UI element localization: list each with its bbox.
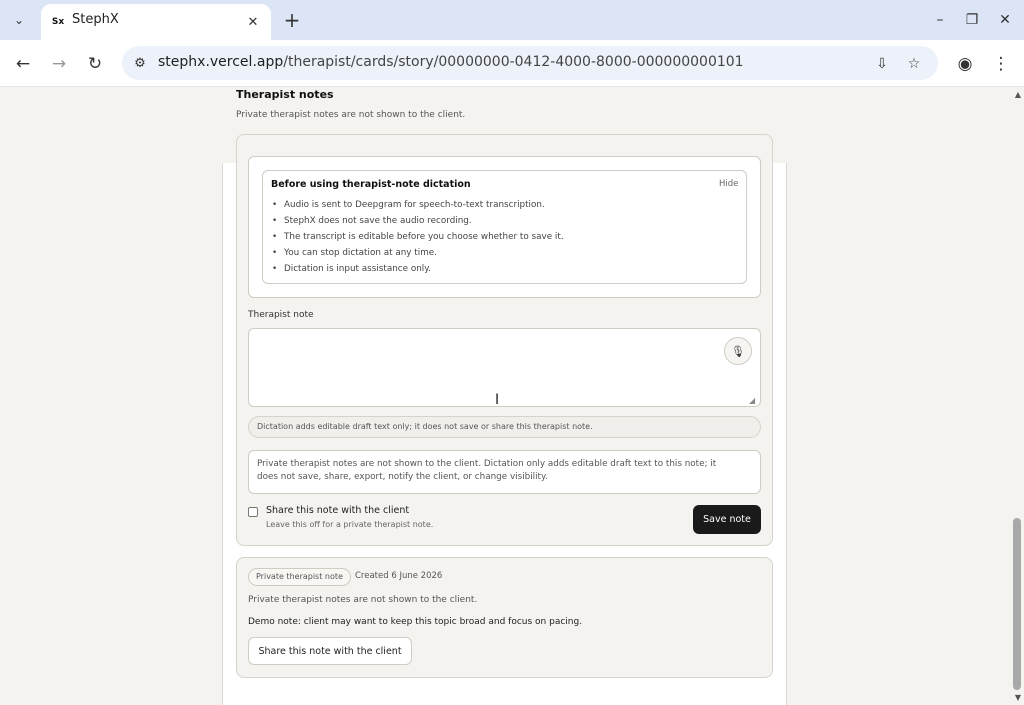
profile-icon[interactable]: ◉ — [957, 54, 973, 74]
share-with-client-button[interactable]: Share this note with the client — [248, 637, 412, 665]
reload-icon[interactable]: ↻ — [87, 54, 103, 74]
privacy-notice-line: Private therapist notes are not shown to the client. Dictation only adds editable draft text to this note; it — [257, 459, 717, 469]
stephx-favicon-icon: Sx — [51, 17, 65, 27]
saved-note-privacy: Private therapist notes are not shown to the client. — [248, 595, 478, 605]
list-item: • The transcript is editable before you choose whether to save it. — [272, 229, 564, 245]
list-item: • Dictation is input assistance only. — [272, 261, 564, 277]
dictation-info-list — [272, 197, 564, 277]
therapist-note-label: Therapist note — [248, 310, 314, 320]
tab-title: StephX — [72, 12, 119, 27]
restore-icon[interactable]: ❐ — [965, 12, 979, 28]
privacy-notice-line: does not save, share, export, notify the client, or change visibility. — [257, 472, 548, 482]
dictation-info-title: Before using therapist-note dictation — [271, 179, 471, 190]
scrollbar-thumb[interactable] — [1013, 518, 1021, 690]
star-icon[interactable]: ☆ — [907, 56, 921, 72]
kebab-menu-icon[interactable]: ⋮ — [992, 54, 1010, 74]
browser-tab-strip — [0, 0, 1024, 40]
back-arrow-icon[interactable]: ← — [15, 54, 31, 74]
scroll-down-icon[interactable]: ▼ — [1014, 693, 1021, 702]
share-with-client-checkbox[interactable] — [248, 507, 258, 517]
forward-arrow-icon[interactable]: → — [51, 54, 67, 74]
minimize-icon[interactable]: – — [936, 12, 944, 28]
window-close-icon[interactable]: ✕ — [999, 12, 1011, 28]
section-subtitle: Private therapist notes are not shown to the client. — [236, 110, 466, 120]
text-cursor-icon: I — [495, 392, 500, 408]
chevron-down-icon[interactable]: ⌄ — [13, 13, 25, 27]
privacy-notice — [248, 450, 761, 494]
list-item: • You can stop dictation at any time. — [272, 245, 564, 261]
close-icon[interactable]: ✕ — [247, 14, 259, 30]
created-date: Created 6 June 2026 — [355, 571, 443, 581]
list-item: • Audio is sent to Deepgram for speech-to-text transcription. — [272, 197, 564, 213]
tune-icon[interactable]: ⚙ — [134, 55, 146, 71]
plus-icon[interactable]: + — [283, 8, 301, 32]
status-badge: Private therapist note — [248, 568, 351, 586]
scroll-up-icon[interactable]: ▲ — [1014, 90, 1021, 99]
browser-tab[interactable] — [41, 4, 271, 40]
address-bar[interactable] — [122, 46, 938, 80]
section-title: Therapist notes — [236, 88, 334, 101]
hide-dictation-info-button[interactable]: Hide — [719, 179, 739, 189]
dictation-hint: Dictation adds editable draft text only; it does not save or share this therapist note. — [248, 416, 761, 438]
microphone-icon[interactable]: 🎙 — [724, 337, 752, 365]
saved-note-text: Demo note: client may want to keep this topic broad and focus on pacing. — [248, 617, 583, 627]
list-item: • StephX does not save the audio recording. — [272, 213, 564, 229]
save-note-button[interactable]: Save note — [693, 505, 761, 534]
install-app-icon[interactable]: ⇩ — [876, 56, 888, 72]
share-checkbox-label[interactable]: Share this note with the client — [266, 505, 410, 516]
resize-grip-icon[interactable]: ◢ — [749, 396, 756, 405]
share-checkbox-helper: Leave this off for a private therapist note. — [266, 520, 434, 529]
url-text[interactable]: stephx.vercel.app/therapist/cards/story/00000000-0412-4000-8000-000000000101 — [158, 54, 744, 70]
page-viewport — [0, 87, 1024, 705]
browser-toolbar — [0, 40, 1024, 87]
therapist-note-textarea[interactable] — [248, 328, 761, 407]
